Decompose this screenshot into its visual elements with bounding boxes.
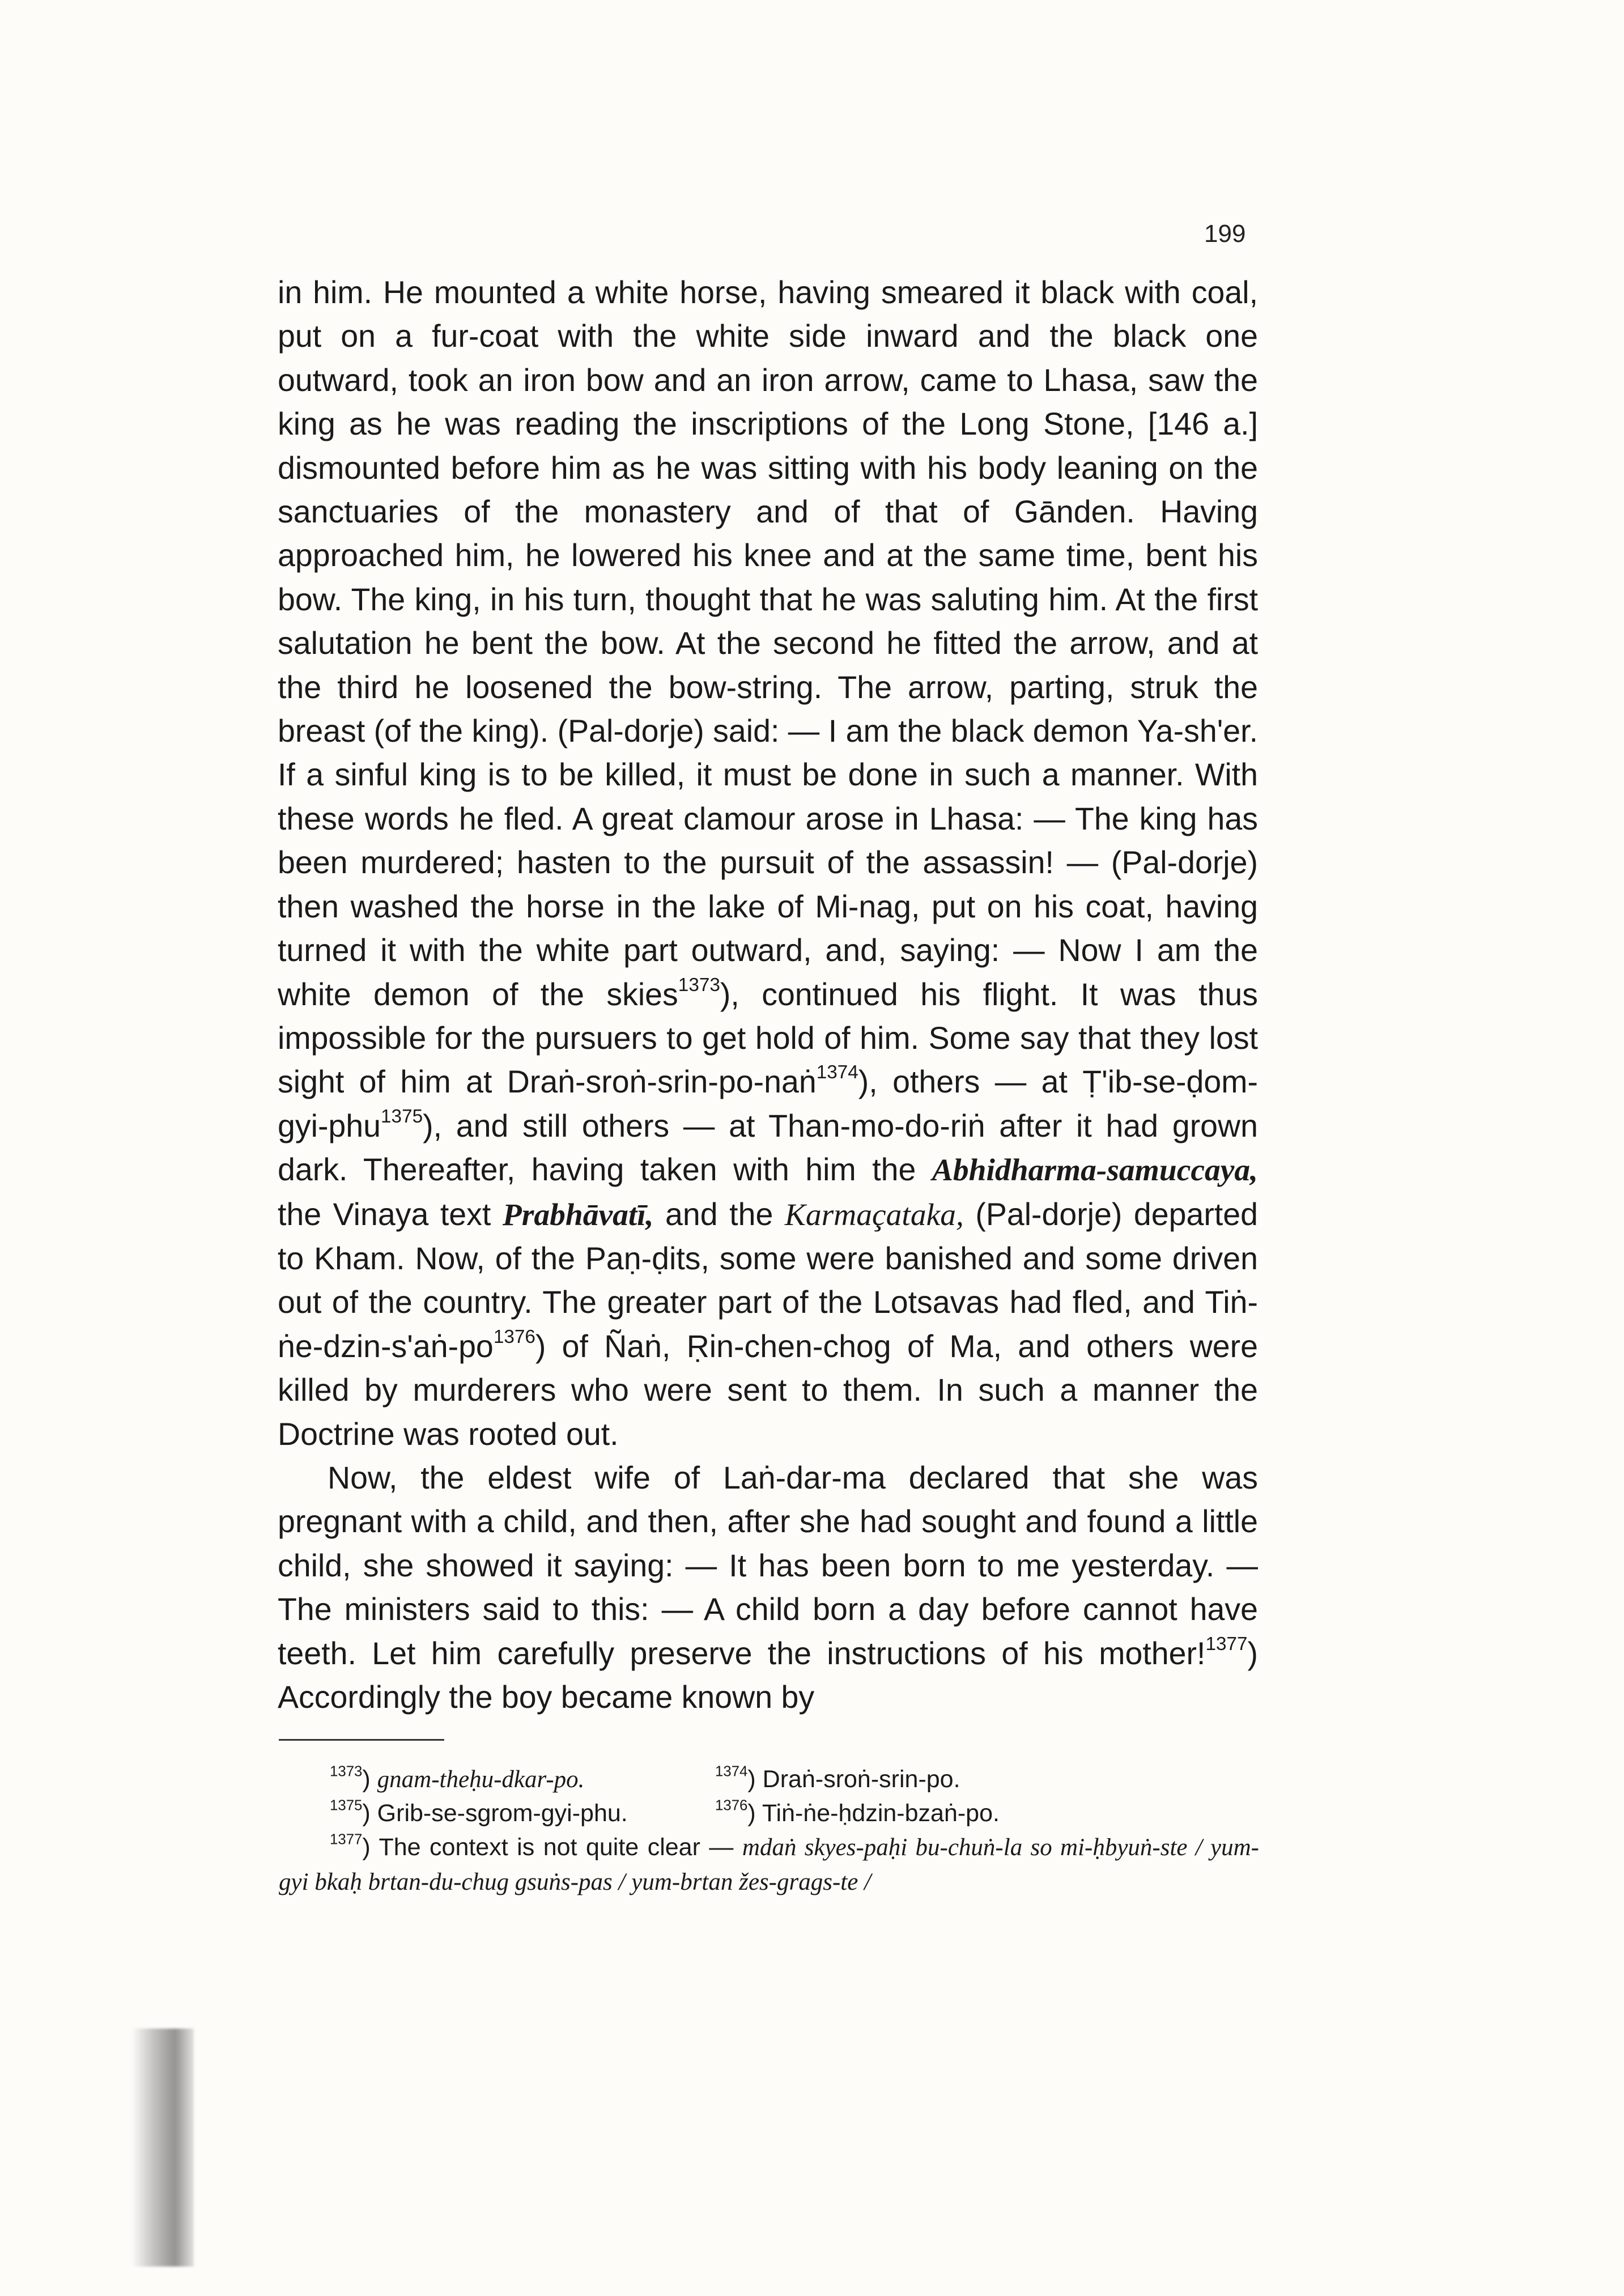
paragraph-1-text-cont: and the bbox=[653, 1196, 785, 1232]
paragraph-2-text: Now, the eldest wife of Laṅ-dar-ma declared that she was pregnant with a child, and then, after she had sought and found a little child, she showed it saying: — It has been born to me yesterday. — The ministers said to this: — A child born a day before cannot have teeth. Let him carefully preserve the instructions of his mother! bbox=[278, 1460, 1258, 1671]
footnote-ref-1375: 1375 bbox=[381, 1106, 423, 1127]
paragraph-1-text: in him. He mounted a white horse, having smeared it black with coal, put on a fur-coat with the white side inward and the black one outward, took an iron bow and an iron arrow, came to Lhasa, saw the king as he was reading the inscriptions of the Long Stone, [146 a.] dismounted before him as he was sitting with his body leaning on the sanctuaries of the monastery and of that of Gānden. Having approached him, he lowered his knee and at the same time, bent his bow. The king, in his turn, thought that he was saluting him. At the first salutation he bent the bow. At the second he fitted the arrow, and at the third he loosened the bow-string. The arrow, parting, struk the breast (of the king). (Pal-dorje) said: — I am the black demon Ya-sh'er. If a sinful king is to be killed, it must be done in such a manner. With these words he fled. A great clamour arose in Lhasa: — The king has been murdered; hasten to the pursuit of the assassin! — (Pal-dorje) then washed the horse in the lake of Mi-nag, put on his coat, having turned it with the white part outward, and, saying: — Now I am the white demon of the skies bbox=[278, 275, 1258, 1012]
paragraph-1 bbox=[278, 271, 1258, 1456]
footnotes bbox=[279, 1762, 1259, 1899]
footnote-ref-1373: 1373 bbox=[678, 974, 720, 996]
paragraph-1-text-cont: ), and still others — at Than-mo-do-riṅ after it had grown dark. Thereafter, having taken with him the bbox=[278, 1108, 1258, 1188]
footnote-ref-1377: 1377 bbox=[1205, 1633, 1248, 1655]
paragraph-1-text-cont: the Vinaya text bbox=[278, 1196, 503, 1232]
paragraph-1-text-cont: ), others — at Ṭ'ib-se-ḍom-gyi-phu bbox=[278, 1064, 1258, 1143]
work-title-karmacataka: Karmaçataka, bbox=[784, 1197, 964, 1232]
footnote-ref-1374: 1374 bbox=[816, 1062, 858, 1083]
footnote-1374: $^{1374}$) Draṅ-sroṅ-srin-po. bbox=[715, 1763, 960, 1793]
paragraph-2-text-cont: ) Accordingly the boy became known by bbox=[278, 1635, 1258, 1715]
footnote-row bbox=[279, 1762, 1259, 1796]
footnote-1373: $^{1373}$) gnam-theḥu-dkar-po. bbox=[330, 1763, 585, 1793]
main-text bbox=[278, 271, 1258, 1719]
paragraph-1-text-cont: ) of Ñaṅ, Ṛin-chen-chog of Ma, and others were killed by murderers who were sent to them. In such a manner the Doctrine was rooted out. bbox=[278, 1328, 1258, 1452]
scan-shadow bbox=[131, 2029, 194, 2267]
footnote-ref-1376: 1376 bbox=[493, 1326, 535, 1347]
work-title-prabhavati: Prabhāvatī, bbox=[502, 1197, 654, 1232]
work-title-abhidharma: Abhidharma-samuccaya, bbox=[932, 1153, 1258, 1188]
footnote-row bbox=[279, 1796, 1259, 1830]
footnote-1377: $^{1377}$) The context is not quite clear — mdaṅ skyes-paḥi bu-chuṅ-la so mi-ḥbyuṅ-ste / yum-gyi bkaḥ brtan-du-chug gsuṅs-pas / yum-brtan žes-grags-te / bbox=[279, 1831, 1260, 1895]
footnote-1375: $^{1375}$) Grib-se-sgrom-gyi-phu. bbox=[330, 1797, 628, 1827]
page-number: 199 bbox=[1204, 220, 1246, 248]
paragraph-1-text-cont: (Pal-dorje) departed to Kham. Now, of the Paṇ-ḍits, some were banished and some driven out of the country. The greater part of the Lotsavas had fled, and Tiṅ-ṅe-dzin-s'aṅ-po bbox=[278, 1196, 1259, 1364]
footnote-1376: $^{1376}$) Tiṅ-ṅe-ḥdzin-bzaṅ-po. bbox=[715, 1797, 1000, 1827]
footnote-divider bbox=[279, 1739, 444, 1741]
paragraph-2 bbox=[278, 1456, 1258, 1719]
paragraph-1-text-cont: ), continued his flight. It was thus impossible for the pursuers to get hold of him. Some say that they lost sight of him at Draṅ-sroṅ-srin-po-naṅ bbox=[278, 976, 1258, 1100]
